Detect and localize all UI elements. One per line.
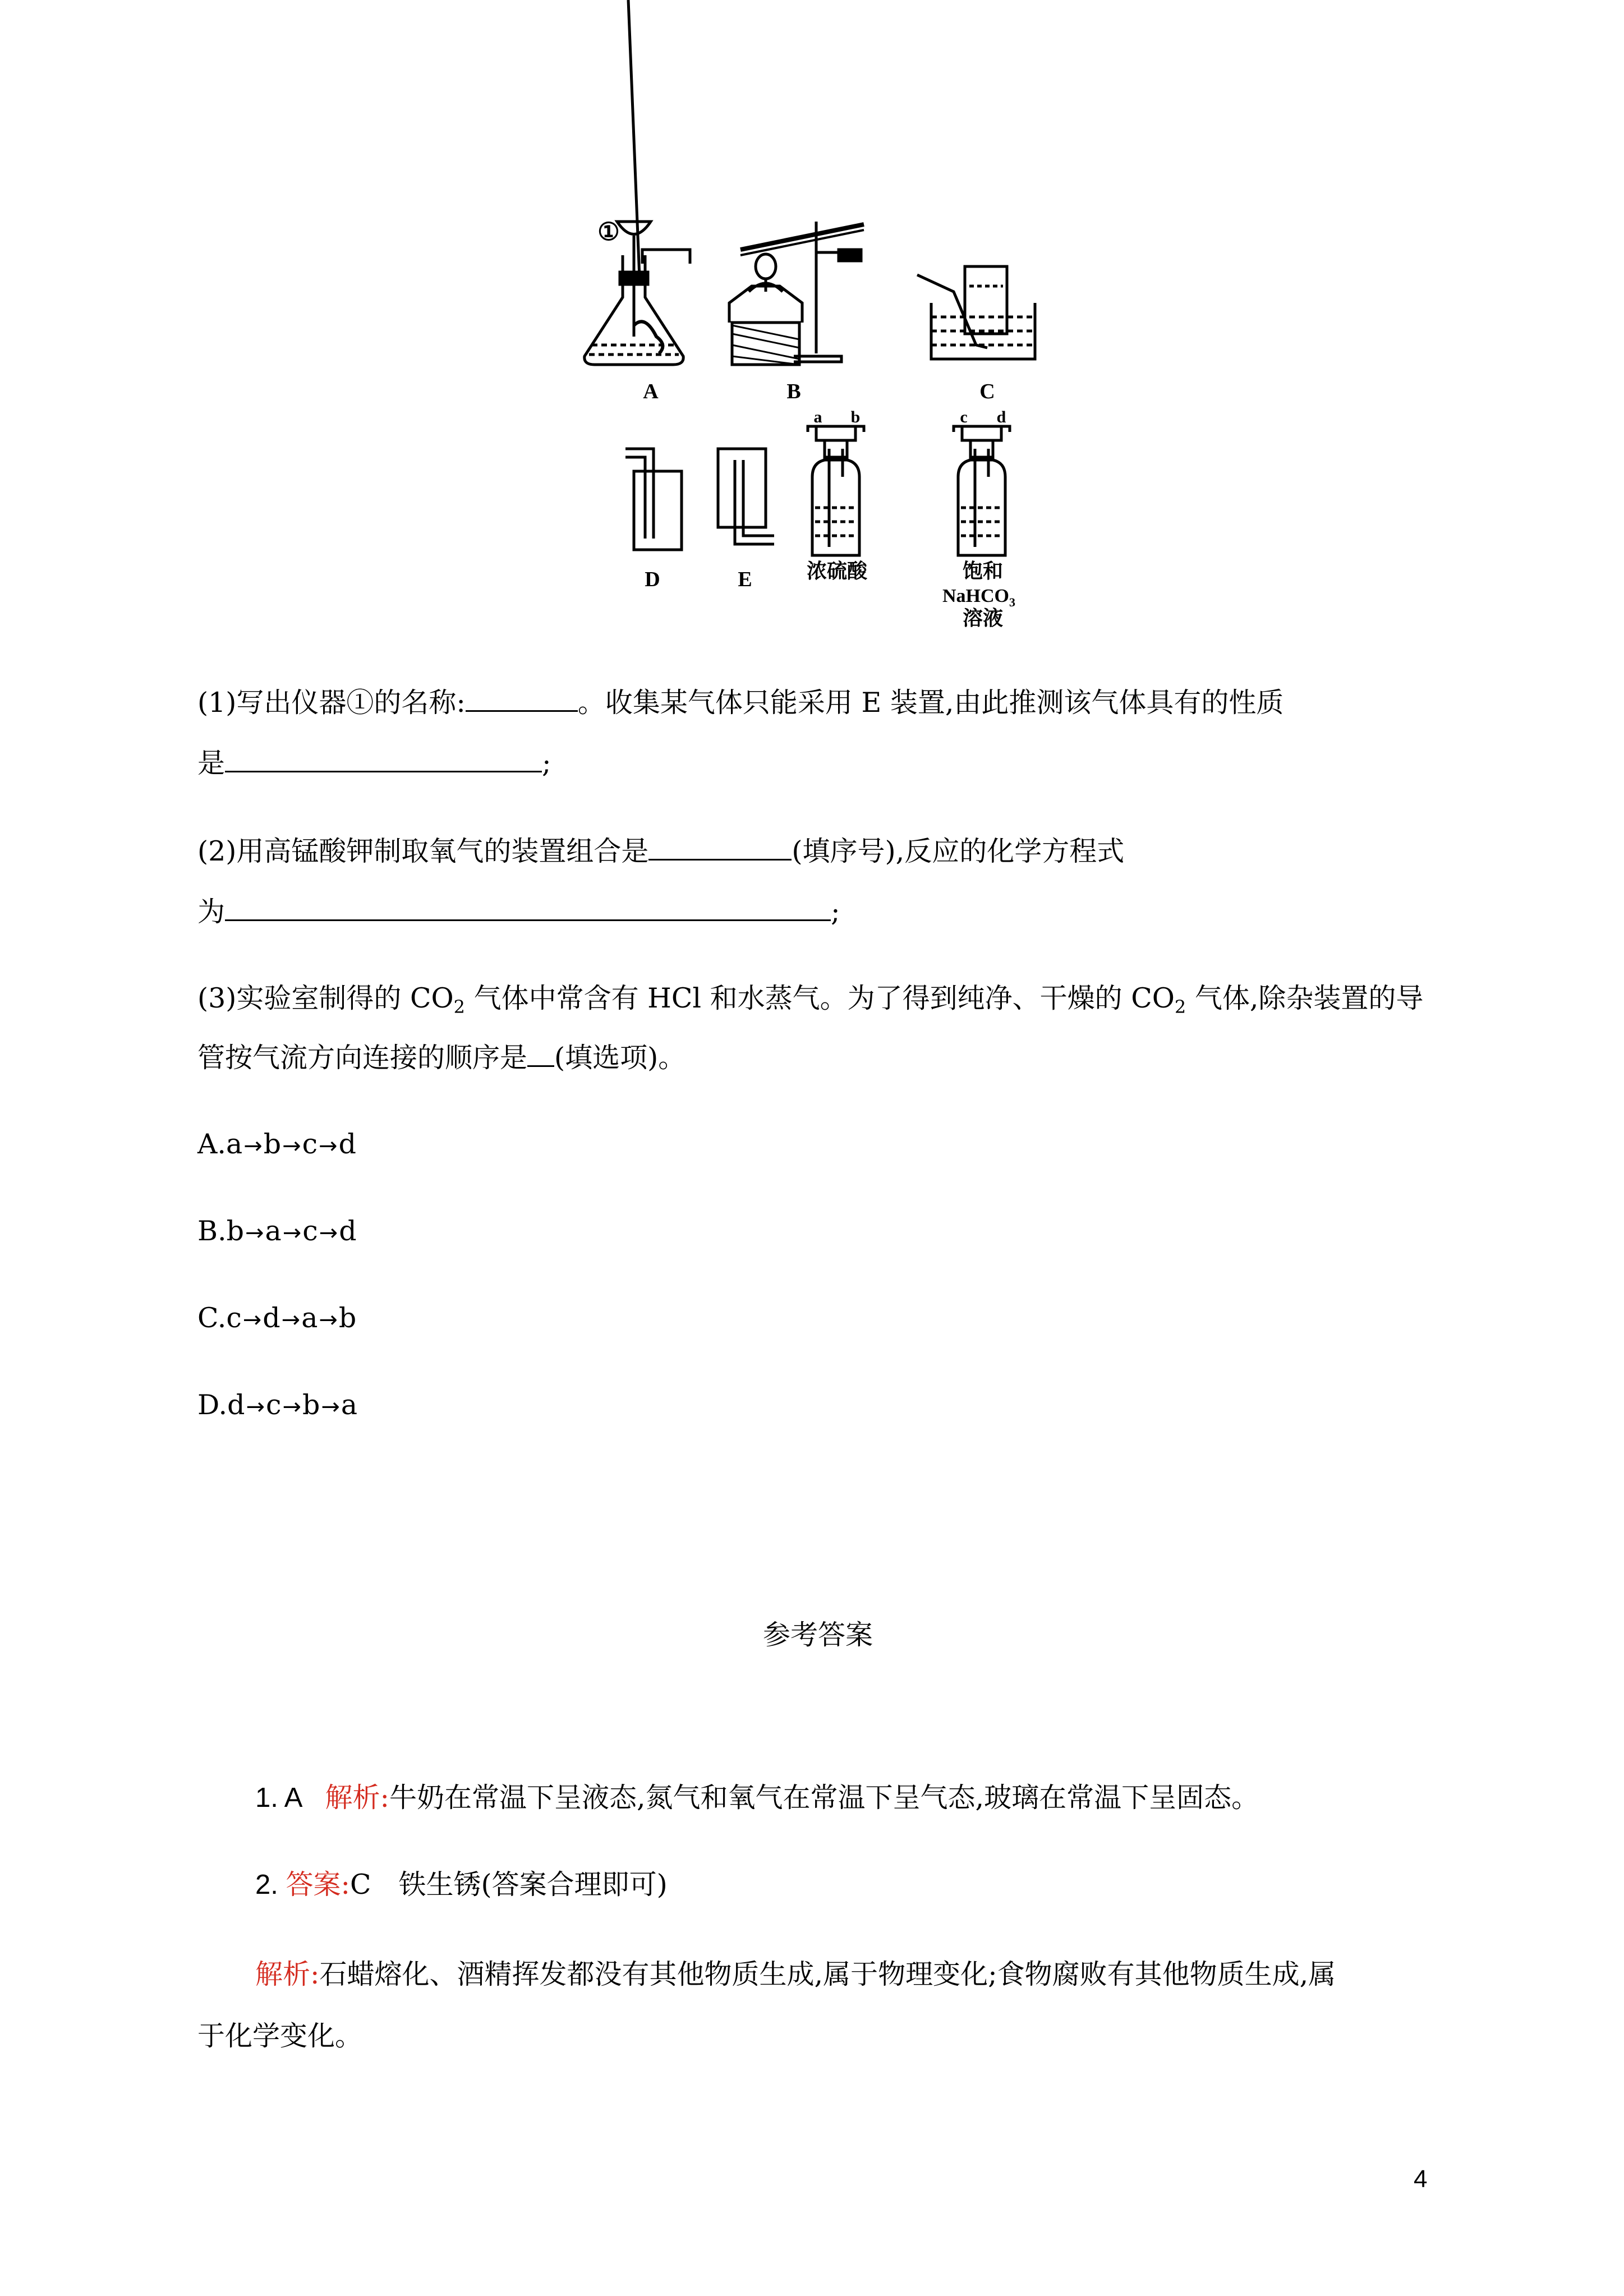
answer-2-exp-text: 石蜡熔化、酒精挥发都没有其他物质生成,属于物理变化;食物腐败有其他物质生成,属 — [319, 1958, 1336, 1990]
q3-text-b: 气体中常含有 HCl 和水蒸气。为了得到纯净、干燥的 CO — [465, 982, 1175, 1014]
port-a-label: a — [813, 408, 822, 426]
right-arrow-icon: → — [242, 1307, 262, 1333]
wash-bottle-2 — [954, 426, 1010, 555]
port-letter: d — [263, 1302, 280, 1334]
port-letter: a — [226, 1128, 243, 1160]
port-letter: d — [227, 1389, 245, 1421]
answer-1-number: 1. A — [255, 1783, 303, 1813]
port-letter: c — [266, 1389, 282, 1421]
answer-2 — [255, 1868, 668, 1902]
answer-1-tag: 解析: — [325, 1782, 389, 1814]
answers-heading: 参考答案 — [763, 1619, 873, 1651]
option-label: D. — [197, 1389, 228, 1421]
option-c[interactable] — [197, 1301, 356, 1337]
wash-bottle-1 — [808, 426, 864, 555]
port-letter: b — [302, 1389, 320, 1421]
answer-2-exp-tag: 解析: — [255, 1958, 320, 1990]
q2-prompt: (2)用高锰酸钾制取氧气的装置组合是 — [197, 835, 649, 867]
right-arrow-icon: → — [282, 1133, 301, 1159]
right-arrow-icon: → — [282, 1394, 301, 1420]
q3-line2-end: (填选项)。 — [554, 1042, 686, 1074]
q1-line2-end: ; — [542, 747, 551, 779]
right-arrow-icon: → — [319, 1133, 338, 1159]
circled-one-label: ① — [597, 218, 620, 246]
answer-1-text: 牛奶在常温下呈液态,氮气和氧气在常温下呈气态,玻璃在常温下呈固态。 — [389, 1782, 1259, 1814]
port-letter: b — [338, 1302, 357, 1334]
port-c-label: c — [960, 408, 968, 426]
label-d: D — [645, 568, 660, 591]
q1-line2-start: 是 — [197, 747, 226, 779]
apparatus-d — [625, 449, 682, 550]
q2-line1 — [197, 834, 1124, 868]
label-b: B — [786, 380, 801, 403]
port-letter: d — [338, 1128, 356, 1160]
apparatus-b — [729, 222, 864, 365]
q3-answer-blank[interactable] — [527, 1041, 554, 1067]
q3-sub-1: 2 — [453, 996, 466, 1018]
answer-1 — [255, 1781, 1259, 1815]
q1-prompt-cont: 。收集某气体只能采用 E 装置,由此推测该气体具有的性质 — [577, 687, 1284, 719]
q1-property-blank[interactable] — [225, 746, 542, 772]
q2-prompt-cont: (填序号),反应的化学方程式 — [792, 835, 1125, 867]
option-label: A. — [197, 1128, 226, 1160]
port-letter: d — [339, 1215, 357, 1247]
q3-line1 — [197, 982, 1424, 1018]
label-c: C — [979, 380, 995, 403]
q3-line2-start: 管按气流方向连接的顺序是 — [197, 1042, 528, 1074]
q3-text-c: 气体,除杂装置的导 — [1186, 982, 1424, 1014]
right-arrow-icon: → — [321, 1394, 340, 1420]
port-letter: a — [341, 1389, 358, 1421]
port-d-label: d — [996, 408, 1006, 426]
q1-line2 — [197, 746, 551, 780]
right-arrow-icon: → — [245, 1220, 264, 1246]
answer-2-text: C 铁生锈(答案合理即可) — [350, 1869, 668, 1901]
q2-line2-end: ; — [831, 896, 840, 928]
port-letter: c — [302, 1128, 318, 1160]
right-arrow-icon: → — [282, 1220, 302, 1246]
answer-2-explanation-line1 — [255, 1958, 1336, 1991]
nahco3-label: NaHCO$_3$ — [942, 586, 1015, 609]
label-a: A — [643, 380, 659, 403]
option-b[interactable] — [197, 1214, 357, 1250]
q1-prompt: (1)写出仪器①的名称: — [197, 687, 466, 719]
page-number: 4 — [1414, 2165, 1428, 2193]
port-letter: c — [302, 1215, 318, 1247]
port-letter: c — [226, 1302, 242, 1334]
answer-2-tag: 答案: — [286, 1869, 350, 1901]
right-arrow-icon: → — [281, 1307, 301, 1333]
apparatus-c — [917, 266, 1035, 359]
port-letter: a — [265, 1215, 282, 1247]
option-a[interactable] — [197, 1128, 356, 1163]
label-e: E — [738, 568, 752, 591]
port-letter: a — [301, 1302, 318, 1334]
right-arrow-icon: → — [319, 1220, 338, 1246]
apparatus-e — [718, 449, 774, 544]
port-b-label: b — [850, 408, 861, 426]
q2-line2-start: 为 — [197, 896, 226, 928]
right-arrow-icon: → — [246, 1394, 265, 1420]
apparatus-a — [585, 0, 690, 365]
port-letter: b — [226, 1215, 244, 1247]
answer-2-explanation-line2: 于化学变化。 — [197, 2020, 363, 2052]
option-label: B. — [197, 1215, 227, 1247]
q3-line2 — [197, 1041, 686, 1075]
q3-text-a: (3)实验室制得的 CO — [197, 982, 454, 1014]
q1-line1 — [197, 685, 1283, 720]
q2-equation-blank[interactable] — [225, 895, 831, 921]
saturated-label: 饱和 — [962, 560, 1004, 582]
conc-sulfuric-label: 浓硫酸 — [806, 560, 868, 582]
option-d[interactable] — [197, 1388, 357, 1424]
answer-2-number: 2. — [255, 1870, 286, 1900]
apparatus-figure — [0, 0, 1624, 645]
right-arrow-icon: → — [243, 1133, 263, 1159]
option-label: C. — [197, 1302, 227, 1334]
q2-line2 — [197, 895, 840, 929]
port-letter: b — [263, 1128, 282, 1160]
q1-name-blank[interactable] — [466, 685, 578, 712]
solution-label: 溶液 — [962, 607, 1004, 629]
right-arrow-icon: → — [319, 1307, 338, 1333]
q2-device-blank[interactable] — [648, 834, 792, 861]
q3-sub-2: 2 — [1174, 996, 1186, 1018]
